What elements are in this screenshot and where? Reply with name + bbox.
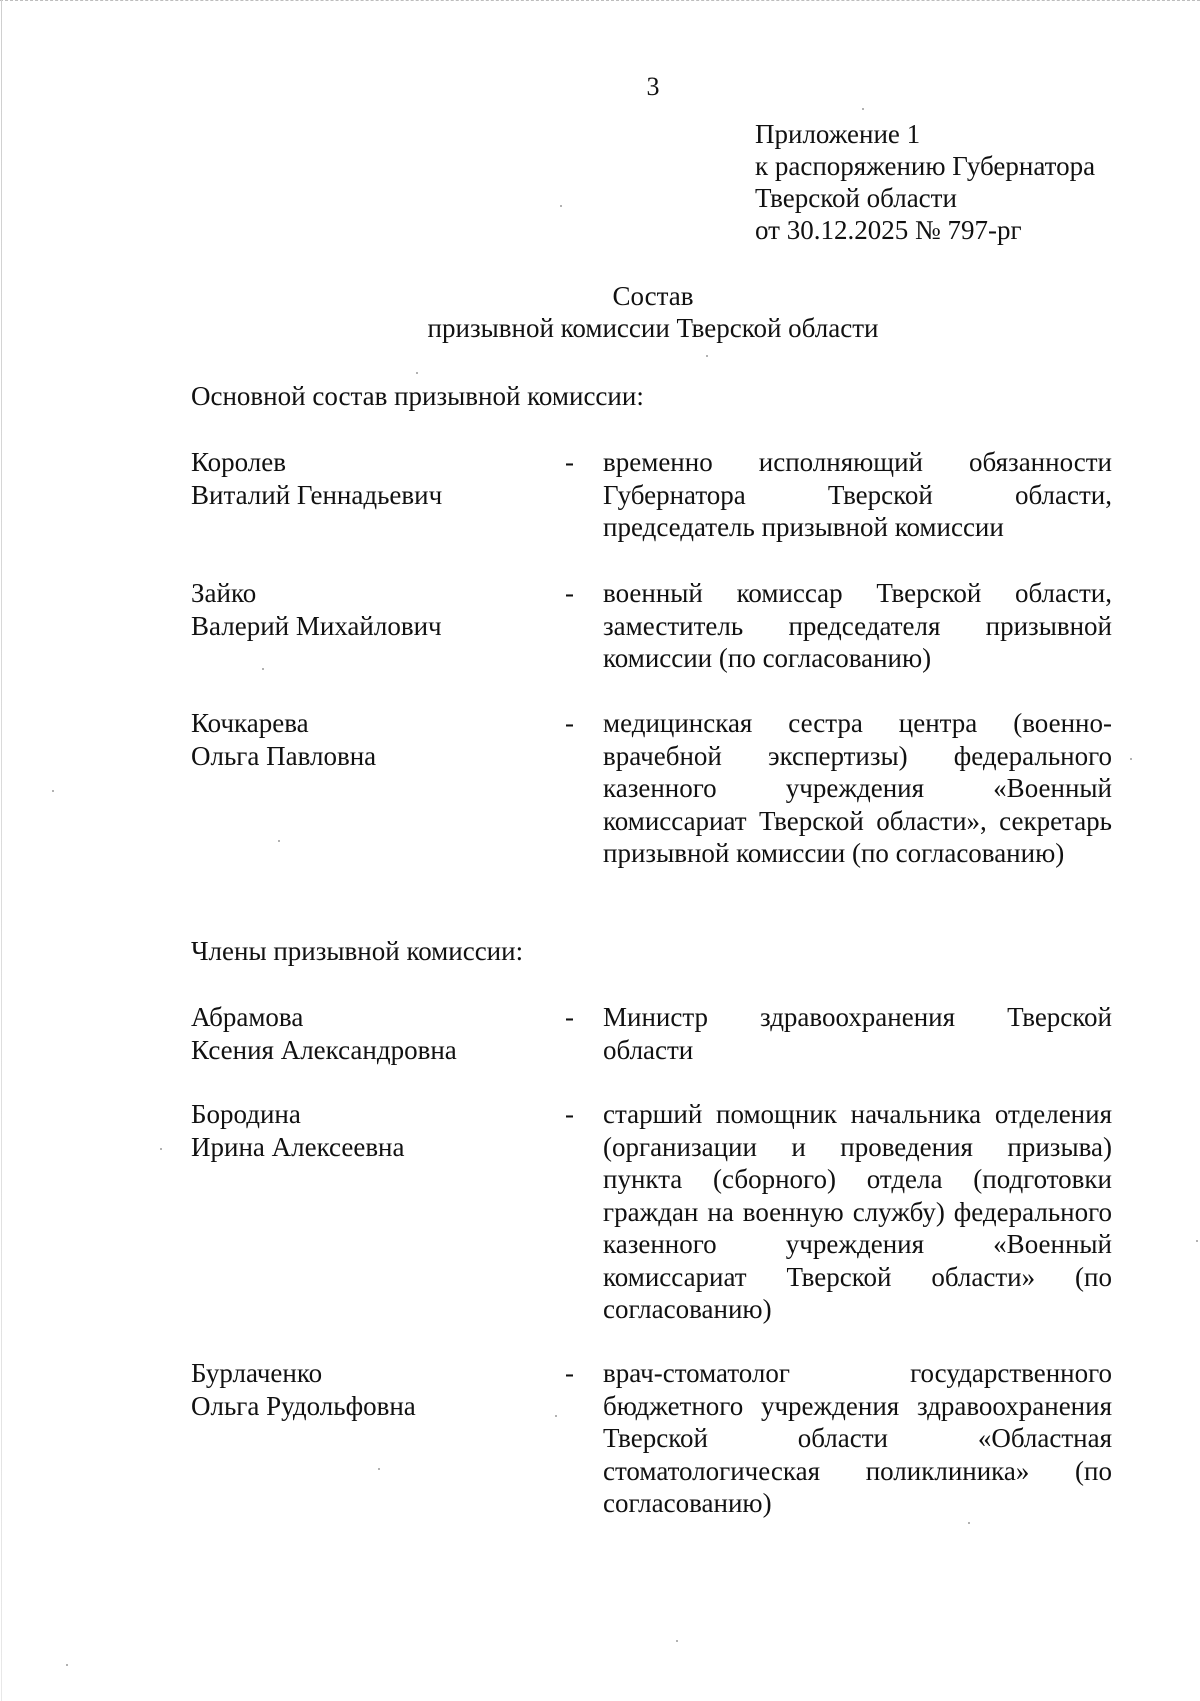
scan-speck [676,1640,678,1642]
scan-speck [160,1148,162,1150]
member-dash: - [565,1002,574,1032]
appendix-line: от 30.12.2025 № 797-рг [755,215,1022,245]
member-dash: - [565,708,574,738]
member-surname: Абрамова [191,1002,304,1032]
member-name [191,1357,551,1422]
section-heading-main: Основной состав призывной комиссии: [191,381,644,411]
scan-speck [1196,1240,1198,1242]
scan-speck [278,840,280,842]
member-name [191,446,551,511]
scan-speck [262,668,264,670]
member-dash: - [565,1099,574,1129]
appendix-block [755,118,1095,246]
member-given-names: Ольга Павловна [191,740,377,771]
member-surname: Кочкарева [191,708,309,738]
scan-speck [560,205,562,207]
member-name [191,1001,551,1066]
scan-speck [968,1522,970,1524]
member-dash: - [565,447,574,477]
member-given-names: Ирина Алексеевна [191,1131,405,1162]
document-title [0,280,1200,344]
member-given-names: Ксения Александровна [191,1034,457,1065]
member-name [191,577,551,642]
title-line: Состав [612,281,694,311]
member-surname: Зайко [191,578,257,608]
member-name [191,1098,551,1163]
page-number: 3 [646,72,660,101]
scan-speck [555,1415,557,1417]
member-dash: - [565,1358,574,1388]
scan-speck [706,355,708,357]
scan-edge-left [1,0,2,1701]
member-surname: Бородина [191,1099,301,1129]
member-surname: Бурлаченко [191,1358,323,1388]
appendix-line: к распоряжению Губернатора [755,151,1096,181]
member-given-names: Ольга Рудольфовна [191,1390,416,1421]
member-role: старший помощник начальника отделения (организации и проведения призыва) пункта (сборного) отдела (подготовки граждан на военную службу) федерального казенного учреждения «Военный комиссариат Тверской области» (по согласованию) [603,1099,1112,1324]
appendix-line: Тверской области [755,183,957,213]
appendix-line: Приложение 1 [755,119,921,149]
member-role: военный комиссар Тверской области, заместитель председателя призывной комиссии (по согласованию) [603,578,1112,673]
member-role: временно исполняющий обязанности Губернатора Тверской области, председатель призывной комиссии [603,447,1112,542]
member-role: врач-стоматолог государственного бюджетного учреждения здравоохранения Тверской области «Областная стоматологическая поликлиника» (по согласованию) [603,1358,1112,1518]
scan-speck [416,372,418,374]
scan-speck [862,108,864,110]
section-heading-members: Члены призывной комиссии: [191,936,524,966]
title-line: призывной комиссии Тверской области [427,313,879,343]
member-given-names: Виталий Геннадьевич [191,479,443,510]
scan-speck [66,1664,68,1666]
member-role: Министр здравоохранения Тверской области [603,1002,1112,1065]
member-role: медицинская сестра центра (военно-врачебной экспертизы) федерального казенного учреждения «Военный комиссариат Тверской области», секретарь призывной комиссии (по согласованию) [603,708,1112,868]
scan-speck [378,1468,380,1470]
member-surname: Королев [191,447,287,477]
member-given-names: Валерий Михайлович [191,610,442,641]
member-name [191,707,551,772]
scan-speck [1130,758,1132,760]
scan-edge-top [0,0,1200,4]
member-dash: - [565,578,574,608]
scan-speck [52,790,54,792]
